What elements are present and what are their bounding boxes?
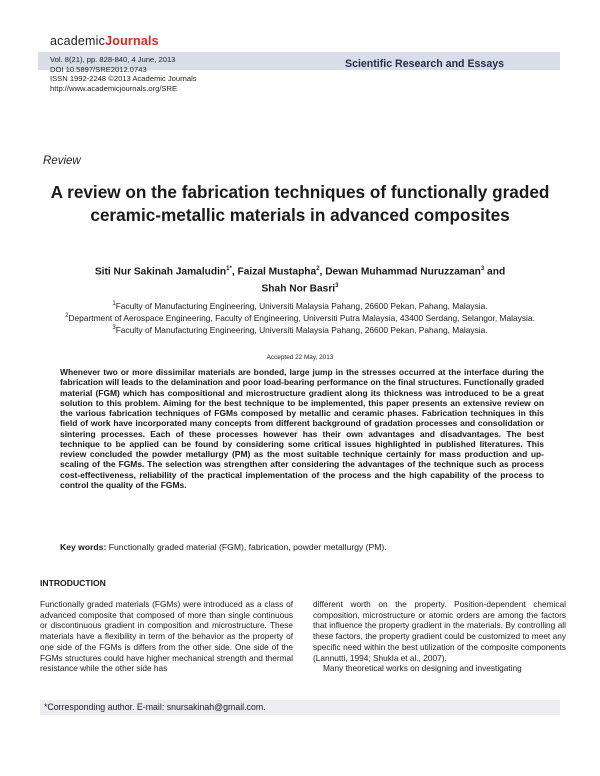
issn-line: ISSN 1992-2248 ©2013 Academic Journals [50, 74, 197, 83]
author-name: Shah Nor Basri [261, 283, 336, 295]
paragraph: Many theoretical works on designing and investigating [323, 663, 522, 674]
author-name: Siti Nur Sakinah Jamaludin [94, 266, 227, 278]
keywords-label: Key words: [60, 542, 107, 552]
section-heading-introduction: INTRODUCTION [40, 578, 106, 588]
corresponding-author-footnote: *Corresponding author. E-mail: snursakinah@gmail.com. [40, 700, 560, 715]
logo-text-academic: academic [50, 34, 106, 48]
doi-line: DOI 10.5897/SRE2012.0743 [50, 64, 147, 74]
abstract: Whenever two or more dissimilar materials are bonded, large jump in the stresses occurred at the interface during the fabrication will leads to the delamination and poor load-bearing performance on the final structures. Functionally graded material (FGM) which has compositional and microstructure gradient along its thickness was introduced to be a great solution to this problem. Aiming for the best technique to be implemented, this paper presents an extensive review on the various fabrication techniques of FGMs composed by metallic and ceramic phases. Fabrication techniques in this field of work have incorporated many concepts from different background of gradation processes and consolidation or sintering processes. Each of these processes however has their own advantages and disadvantages. The best technique to be applied can be found by considering some critical issues highlighted in published literatures. This review concluded the powder metallurgy (PM) as the most suitable technique certainly for mass production and up-scaling of the FGMs. The selection was strengthen after considering the advantages of the technique such as process cost-effectiveness, reliability of the practical implementation of the process and the high capability of the process to control the quality of the FGMs. [60, 367, 544, 490]
citation-meta [50, 55, 197, 93]
article-title: A review on the fabrication techniques of functionally graded ceramic-metallic materials in advanced composites [50, 182, 550, 225]
paragraph: different worth on the property. Position-dependent chemical composition, microstructure or atomic orders are among the factors that influence the property gradient in the materials. By controlling all these factors, the property gradient could be customized to meet any specific need within the best utilization of the composite components (Lannutti, 1994; Shukla et al., 2007). [313, 599, 566, 663]
url-link[interactable]: http://www.academicjournals.org/SRE [50, 83, 178, 93]
affiliation-item: $^3$Faculty of Manufacturing Engineering, Universiti Malaysia Pahang, 26600 Pekan, Pahang, Malaysia. [112, 325, 488, 336]
affiliations [55, 299, 545, 336]
journal-logo [50, 34, 159, 48]
affiliation-item: $^2$Department of Aerospace Engineering, Faculty of Engineering, Universiti Putra Malaysia, 43400 Serdang, Selangor, Malaysia. [65, 313, 535, 323]
journal-name: Scientific Research and Essays [345, 58, 504, 70]
author-mark: 3 [335, 283, 339, 290]
accepted-date: Accepted 22 May, 2013 [266, 354, 334, 361]
logo-text-journals: Journals [105, 34, 159, 48]
body-column-right [313, 599, 566, 674]
author-mark: 2 [316, 266, 320, 272]
affiliation-item: $^1$Faculty of Manufacturing Engineering, Universiti Malaysia Pahang, 26600 Pekan, Pahang, Malaysia. [112, 300, 488, 311]
article-type: Review [43, 155, 81, 167]
body-column-left [40, 599, 293, 674]
keywords-text: Functionally graded material (FGM), fabrication, powder metallurgy (PM). [108, 542, 387, 552]
author-name: Faizal Mustapha [237, 266, 317, 278]
author-mark: 3 [480, 266, 485, 272]
keywords [60, 542, 544, 552]
author-name: Dewan Muhammad Nuruzzaman [325, 266, 481, 278]
author-list: Siti Nur Sakinah Jamaludin$^{1*}$, Faizal Mustapha$^2$, Dewan Muhammad Nuruzzaman$^3$ and Shah Nor Basri$^3$ [94, 266, 506, 295]
author-mark: 1* [226, 266, 232, 272]
volume-line: Vol. 8(21), pp. 828-840, 4 June, 2013 [50, 55, 176, 64]
paragraph: Functionally graded materials (FGMs) were introduced as a class of advanced composite that composed of more than single continuous or discontinuous gradient in composition and microstructure. These materials have a flexibility in term of the behavior as the property of one side of the FGMs is differs from the other side. One side of the FGMs structures could have higher mechanical strength and thermal resistance while the other side has [40, 599, 293, 674]
